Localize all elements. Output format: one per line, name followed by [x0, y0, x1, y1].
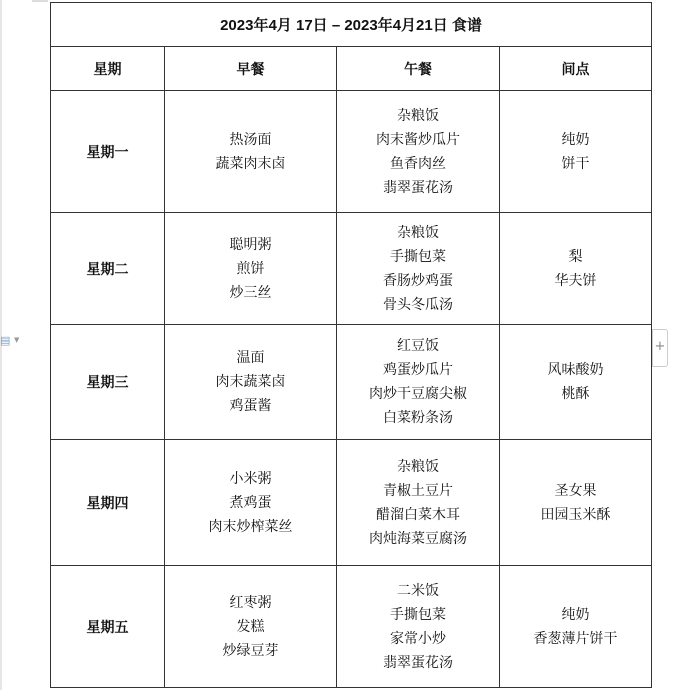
- dish-item: 发糕: [236, 618, 265, 635]
- dish-item: 二米饭: [397, 582, 439, 599]
- dish-item: 纯奶: [561, 131, 590, 148]
- breakfast-cell: [165, 213, 337, 325]
- menu-title: 2023年4月 17日 – 2023年4月21日 食谱: [51, 3, 652, 47]
- dish-item: 风味酸奶: [547, 362, 604, 378]
- day-cell: 星期五: [51, 566, 165, 688]
- dish-item: 杂粮饭: [397, 107, 439, 124]
- dish-item: 翡翠蛋花汤: [383, 654, 453, 671]
- dish-item: 肉末酱炒瓜片: [376, 131, 460, 148]
- dish-item: 手撕包菜: [390, 606, 446, 623]
- dish-item: 青椒土豆片: [383, 482, 453, 499]
- table-row: [51, 440, 652, 566]
- header-snack: 间点: [500, 47, 652, 91]
- snack-cell: [500, 91, 652, 213]
- dish-item: 肉炒干豆腐尖椒: [369, 386, 467, 402]
- day-cell: 星期四: [51, 440, 165, 566]
- dish-item: 炒三丝: [229, 284, 272, 301]
- dish-item: 聪明粥: [229, 236, 272, 253]
- dish-item: 田园玉米酥: [540, 506, 611, 523]
- breakfast-cell: [165, 325, 337, 440]
- dish-item: 杂粮饭: [397, 458, 439, 475]
- dish-item: 蔬菜肉末卤: [215, 155, 286, 172]
- snack-cell: [500, 325, 652, 440]
- header-day: 星期: [51, 47, 165, 91]
- dish-item: 温面: [236, 350, 265, 366]
- dish-item: 香肠炒鸡蛋: [383, 272, 453, 289]
- dish-item: 翡翠蛋花汤: [383, 179, 453, 196]
- table-row: [51, 213, 652, 325]
- snack-cell: [500, 213, 652, 325]
- dish-item: 肉炖海菜豆腐汤: [369, 530, 467, 547]
- lunch-cell: [337, 325, 500, 440]
- dish-item: 饼干: [561, 155, 590, 172]
- dish-item: 鸡蛋炒瓜片: [383, 362, 453, 378]
- table-row: [51, 91, 652, 213]
- breakfast-cell: [165, 91, 337, 213]
- day-cell: 星期三: [51, 325, 165, 440]
- dish-item: 梨: [568, 248, 583, 265]
- snack-cell: [500, 440, 652, 566]
- dish-item: 家常小炒: [390, 630, 446, 647]
- dish-item: 红枣粥: [229, 594, 272, 611]
- dish-item: 肉末蔬菜卤: [215, 374, 286, 390]
- add-column-button[interactable]: +: [652, 329, 668, 367]
- breakfast-cell: [165, 566, 337, 688]
- day-cell: 星期二: [51, 213, 165, 325]
- lunch-cell: [337, 566, 500, 688]
- dish-item: 手撕包菜: [390, 248, 446, 265]
- dish-item: 骨头冬瓜汤: [383, 296, 453, 313]
- dish-item: 白菜粉条汤: [383, 410, 453, 426]
- dish-item: 炒绿豆芽: [222, 642, 279, 659]
- menu-table: [50, 2, 652, 688]
- header-lunch: 午餐: [337, 47, 500, 91]
- dish-item: 煎饼: [236, 260, 265, 277]
- dish-item: 醋溜白菜木耳: [376, 506, 460, 523]
- chevron-down-icon[interactable]: ▼: [14, 336, 20, 344]
- dish-item: 华夫饼: [554, 272, 597, 289]
- table-row: [51, 566, 652, 688]
- lunch-cell: [337, 213, 500, 325]
- dish-item: 热汤面: [229, 131, 272, 148]
- document-icon[interactable]: ▤: [0, 334, 11, 347]
- dish-item: 香葱薄片饼干: [533, 630, 618, 647]
- header-breakfast: 早餐: [165, 47, 337, 91]
- day-cell: 星期一: [51, 91, 165, 213]
- snack-cell: [500, 566, 652, 688]
- dish-item: 纯奶: [561, 606, 590, 623]
- dish-item: 煮鸡蛋: [229, 494, 272, 511]
- dish-item: 桃酥: [561, 386, 590, 402]
- top-margin-mark: [32, 0, 48, 2]
- lunch-cell: [337, 440, 500, 566]
- dish-item: 鸡蛋酱: [229, 398, 272, 414]
- lunch-cell: [337, 91, 500, 213]
- dish-item: 小米粥: [229, 470, 272, 487]
- dish-item: 圣女果: [554, 482, 597, 499]
- dish-item: 肉末炒榨菜丝: [208, 518, 293, 535]
- breakfast-cell: [165, 440, 337, 566]
- dish-item: 鱼香肉丝: [390, 155, 446, 172]
- dish-item: 杂粮饭: [397, 224, 439, 241]
- dish-item: 红豆饭: [397, 338, 439, 354]
- table-row: [51, 325, 652, 440]
